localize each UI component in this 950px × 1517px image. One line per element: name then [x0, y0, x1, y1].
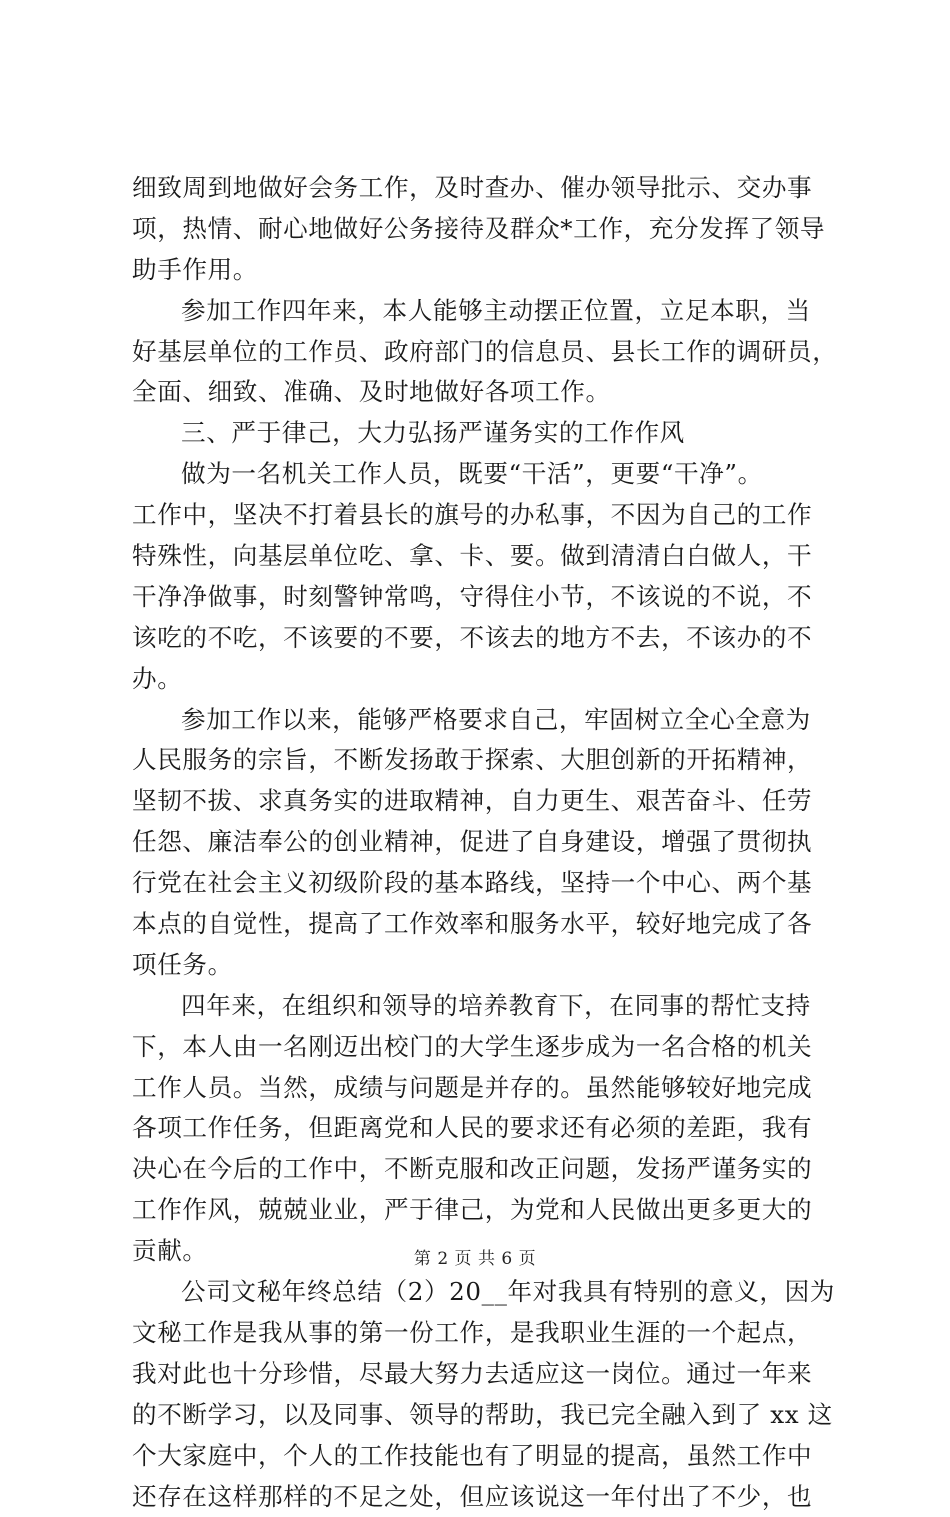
text-line: 的不断学习，以及同事、领导的帮助，我已完全融入到了 xx 这: [132, 1395, 832, 1436]
text-line: 三、严于律己，大力弘扬严谨务实的工作作风: [132, 413, 832, 454]
text-line: 文秘工作是我从事的第一份工作，是我职业生涯的一个起点，: [132, 1313, 832, 1354]
text-line: 助手作用。: [132, 250, 832, 291]
text-line: 任怨、廉洁奉公的创业精神，促进了自身建设，增强了贯彻执: [132, 822, 832, 863]
text-line: 工作作风，兢兢业业，严于律己，为党和人民做出更多更大的: [132, 1190, 832, 1231]
text-line: 全面、细致、准确、及时地做好各项工作。: [132, 372, 832, 413]
text-line: 各项工作任务，但距离党和人民的要求还有必须的差距，我有: [132, 1108, 832, 1149]
text-line: 该吃的不吃，不该要的不要，不该去的地方不去，不该办的不: [132, 618, 832, 659]
text-line: 下，本人由一名刚迈出校门的大学生逐步成为一名合格的机关: [132, 1027, 832, 1068]
text-line: 贡献。: [132, 1231, 832, 1272]
text-line: 工作人员。当然，成绩与问题是并存的。虽然能够较好地完成: [132, 1068, 832, 1109]
text-line: 坚韧不拔、求真务实的进取精神，自力更生、艰苦奋斗、任劳: [132, 781, 832, 822]
page-footer: 第 2 页 共 6 页: [0, 1244, 950, 1269]
text-line: 四年来，在组织和领导的培养教育下，在同事的帮忙支持: [132, 986, 832, 1027]
text-line: 个大家庭中，个人的工作技能也有了明显的提高，虽然工作中: [132, 1436, 832, 1477]
text-line: 办。: [132, 659, 832, 700]
text-line: 好基层单位的工作员、政府部门的信息员、县长工作的调研员，: [132, 332, 832, 373]
document-body: [132, 168, 832, 1517]
text-line: 工作中，坚决不打着县长的旗号的办私事，不因为自己的工作: [132, 495, 832, 536]
text-line: 项，热情、耐心地做好公务接待及群众*工作，充分发挥了领导: [132, 209, 832, 250]
text-line: 项任务。: [132, 945, 832, 986]
text-line: 决心在今后的工作中，不断克服和改正问题，发扬严谨务实的: [132, 1149, 832, 1190]
text-line: 行党在社会主义初级阶段的基本路线，坚持一个中心、两个基: [132, 863, 832, 904]
text-line: 参加工作四年来，本人能够主动摆正位置，立足本职，当: [132, 291, 832, 332]
text-line: 特殊性，向基层单位吃、拿、卡、要。做到清清白白做人，干: [132, 536, 832, 577]
text-line: 公司文秘年终总结（2）20__年对我具有特别的意义，因为: [132, 1272, 832, 1313]
text-line: 本点的自觉性，提高了工作效率和服务水平，较好地完成了各: [132, 904, 832, 945]
text-line: 还存在这样那样的不足之处，但应该说这一年付出了不少，也: [132, 1477, 832, 1517]
text-line: 人民服务的宗旨，不断发扬敢于探索、大胆创新的开拓精神，: [132, 740, 832, 781]
text-line: 我对此也十分珍惜，尽最大努力去适应这一岗位。通过一年来: [132, 1354, 832, 1395]
text-line: 干净净做事，时刻警钟常鸣，守得住小节，不该说的不说，不: [132, 577, 832, 618]
text-line: 做为一名机关工作人员，既要“干活”，更要“干净”。: [132, 454, 832, 495]
text-line: 参加工作以来，能够严格要求自己，牢固树立全心全意为: [132, 700, 832, 741]
text-line: 细致周到地做好会务工作，及时查办、催办领导批示、交办事: [132, 168, 832, 209]
